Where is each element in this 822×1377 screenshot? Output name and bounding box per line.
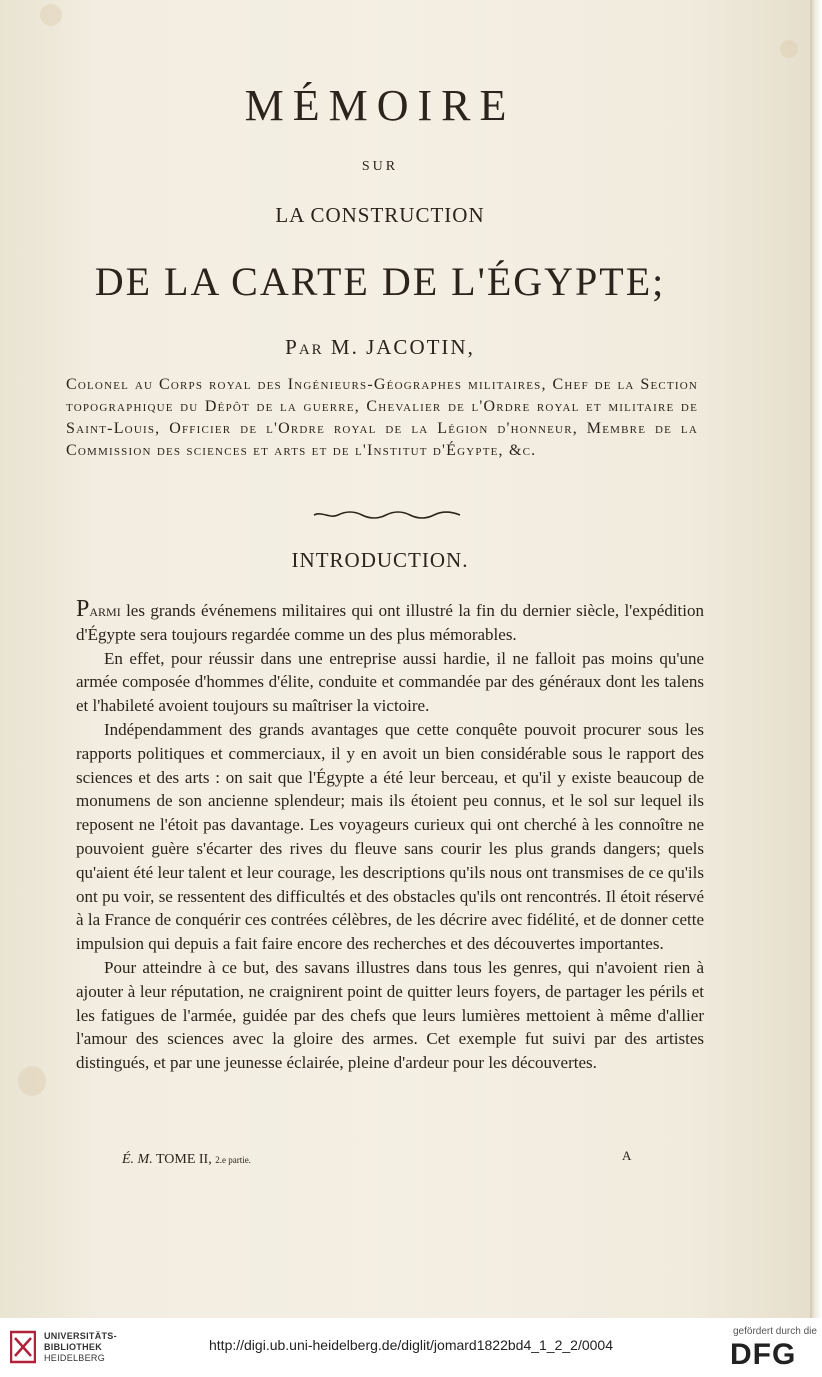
paragraph-text: les grands événemens militaires qui ont illustré la fin du dernier siècle, l'expédition d'Égypte sera toujours regardée comme un des plus mémorables. xyxy=(76,601,704,644)
dfg-logo[interactable]: DFG xyxy=(730,1338,797,1371)
title-sur: SUR xyxy=(361,159,399,174)
funded-by-label: gefördert durch die xyxy=(733,1326,817,1337)
title-subtitle: LA CONSTRUCTION xyxy=(275,203,485,227)
drop-cap: P xyxy=(76,596,90,622)
library-line: HEIDELBERG xyxy=(44,1353,106,1363)
paragraph: Indépendamment des grands avantages que cette conquête pouvoit procurer sous les rapports politiques et commerciaux, il y en avoit un bien considérable sous le rapport des sciences et des arts : on sait que l'Égypte a été leur berceau, et qu'il y existe beaucoup de monumens de son ancienne splendeur; mais ils étoient peu connus, et le sol sur lequel ils reposent ne l'étoit pas davantage. Les voyageurs curieux qui ont cherché à les connoître ne pouvoient guère s'écarter des rives du fleuve sans courir les plus grands dangers; quels qu'aient été leur talent et leur courage, les descriptions qu'ils nous ont transmises de ce qu'ils ont pu voir, se ressentent des difficultés et des obstacles qu'ils ont rencontrés. Il étoit réservé à la France de conquérir ces contrées célèbres, de les décrire avec fidélité, et de donner cette impulsion qui depuis a fait faire encore des recherches et des découvertes importantes. xyxy=(76,719,704,954)
signature-line xyxy=(122,1152,251,1168)
library-line: BIBLIOTHEK xyxy=(44,1342,102,1352)
paragraph xyxy=(76,598,704,647)
paper-stain xyxy=(780,40,798,58)
paragraph: En effet, pour réussir dans une entreprise aussi hardie, il ne falloit pas moins qu'une armée composée d'hommes d'élite, conduite et commandée par des généraux dont les talens et l'habileté avoient toujours su maîtriser la victoire. xyxy=(76,648,704,716)
body-text xyxy=(76,598,704,1075)
section-heading: INTRODUCTION. xyxy=(291,548,469,572)
title-main-heading: DE LA CARTE DE L'ÉGYPTE; xyxy=(94,259,666,304)
page-edge xyxy=(810,0,822,1318)
part-label: 2.e partie. xyxy=(215,1155,251,1165)
viewer-footer xyxy=(0,1318,822,1377)
small-caps-word: armi xyxy=(89,601,121,620)
paper-stain xyxy=(18,1066,46,1096)
document-title: MÉMOIRE xyxy=(244,81,516,130)
author-credentials: Colonel au Corps royal des Ingénieurs-Géographes militaires, Chef de la Section topographique du Dépôt de la guerre, Chevalier de l'Ordre royal et militaire de Saint-Louis, Officier de l'Ordre royal de la Légion d'honneur, Membre de la Commission des sciences et arts et de l'Institut d'Égypte, &c. xyxy=(66,376,698,459)
author-name: M. JACOTIN, xyxy=(330,335,475,359)
page-url-link[interactable]: http://digi.ub.uni-heidelberg.de/diglit/jomard1822bd4_1_2_2/0004 xyxy=(209,1337,613,1353)
library-line: UNIVERSITÄTS- xyxy=(44,1331,117,1341)
tome-label: TOME II, xyxy=(155,1152,212,1167)
signature-mark: A xyxy=(622,1148,632,1163)
paragraph: Pour atteindre à ce but, des savans illustres dans tous les genres, qui n'avoient rien à ajouter à leur réputation, ne craignirent point de quitter leurs foyers, de partager les périls et les fatigues de l'armée, guidée par des chefs que leurs lumières mettoient à même d'allier l'amour des sciences avec la gloire des armes. Cet exemple fut suivi par des artistes distingués, et par une jeunesse éclairée, pleine d'ardeur pour les découvertes. xyxy=(76,957,704,1073)
paper-stain xyxy=(40,4,62,26)
ornamental-rule xyxy=(312,510,462,520)
author-prefix: Par xyxy=(285,335,324,359)
signature-abbrev: É. M. xyxy=(122,1152,153,1167)
author-line xyxy=(0,335,760,360)
